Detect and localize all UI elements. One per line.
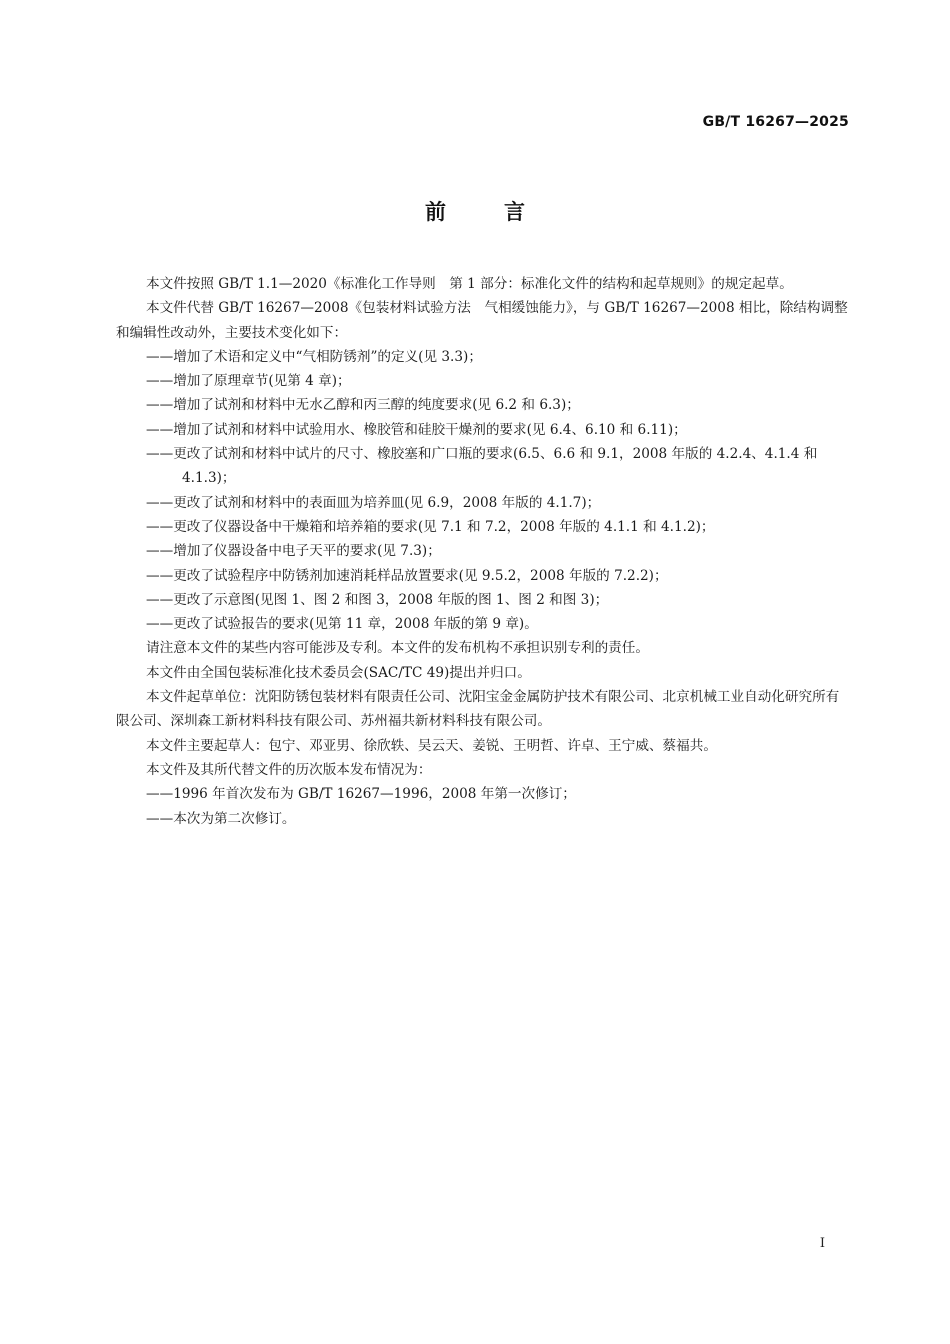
change-item: ——增加了试剂和材料中试验用水、橡胶管和硅胶干燥剂的要求(见 6.4、6.10 和 6.11)； xyxy=(146,421,687,438)
foreword-body xyxy=(116,272,850,831)
page-title xyxy=(0,196,950,226)
change-item: ——增加了原理章节(见第 4 章)； xyxy=(146,373,351,390)
change-item: ——更改了试验程序中防锈剂加速消耗样品放置要求(见 9.5.2，2008 年版的 7.2.2)； xyxy=(146,567,668,584)
change-item: ——更改了试验报告的要求(见第 11 章，2008 年版的第 9 章)。 xyxy=(146,616,538,633)
standard-number: GB/T 16267—2025 xyxy=(702,114,849,130)
change-item: ——更改了仪器设备中干燥箱和培养箱的要求(见 7.1 和 7.2，2008 年版的 4.1.1 和 4.1.2)； xyxy=(146,518,715,535)
title-char-2: 言 xyxy=(504,200,525,224)
history-item: ——1996 年首次发布为 GB/T 16267—1996，2008 年第一次修订； xyxy=(146,786,576,803)
history-item: ——本次为第二次修订。 xyxy=(146,810,296,827)
change-item: ——增加了仪器设备中电子天平的要求(见 7.3)； xyxy=(146,543,441,560)
page-number: I xyxy=(819,1236,825,1251)
drafting-units-paragraph: 本文件起草单位：沈阳防锈包装材料有限责任公司、沈阳宝金金属防护技术有限公司、北京机械工业自动化研究所有限公司、深圳森工新材料科技有限公司、苏州福共新材料科技有限公司。 xyxy=(116,689,840,730)
drafters-paragraph: 本文件主要起草人：包宁、邓亚男、徐欣轶、吴云天、姜锐、王明哲、许卓、王宁威、蔡福共。 xyxy=(146,737,717,754)
change-item: ——增加了试剂和材料中无水乙醇和丙三醇的纯度要求(见 6.2 和 6.3)； xyxy=(146,397,580,414)
change-item: ——更改了示意图(见图 1、图 2 和图 3，2008 年版的图 1、图 2 和图 3)； xyxy=(146,591,609,608)
drafting-basis-paragraph: 本文件按照 GB/T 1.1—2020《标准化工作导则 第 1 部分：标准化文件的结构和起草规则》的规定起草。 xyxy=(146,276,793,292)
title-char-1: 前 xyxy=(425,200,446,224)
history-intro-paragraph: 本文件及其所代替文件的历次版本发布情况为： xyxy=(146,761,432,778)
change-item: ——更改了试剂和材料中的表面皿为培养皿(见 6.9，2008 年版的 4.1.7)； xyxy=(146,494,601,511)
patent-notice-paragraph: 请注意本文件的某些内容可能涉及专利。本文件的发布机构不承担识别专利的责任。 xyxy=(146,640,649,657)
proposer-paragraph: 本文件由全国包装标准化技术委员会(SAC/TC 49)提出并归口。 xyxy=(146,664,531,681)
change-item: ——更改了试剂和材料中试片的尺寸、橡胶塞和广口瓶的要求(6.5、6.6 和 9.1，2008 年版的 4.2.4、4.1.4 和 4.1.3)； xyxy=(146,446,818,487)
change-item: ——增加了术语和定义中“气相防锈剂”的定义(见 3.3)； xyxy=(146,348,482,365)
replacement-paragraph: 本文件代替 GB/T 16267—2008《包装材料试验方法 气相缓蚀能力》，与 GB/T 16267—2008 相比，除结构调整和编辑性改动外，主要技术变化如下： xyxy=(116,300,848,341)
